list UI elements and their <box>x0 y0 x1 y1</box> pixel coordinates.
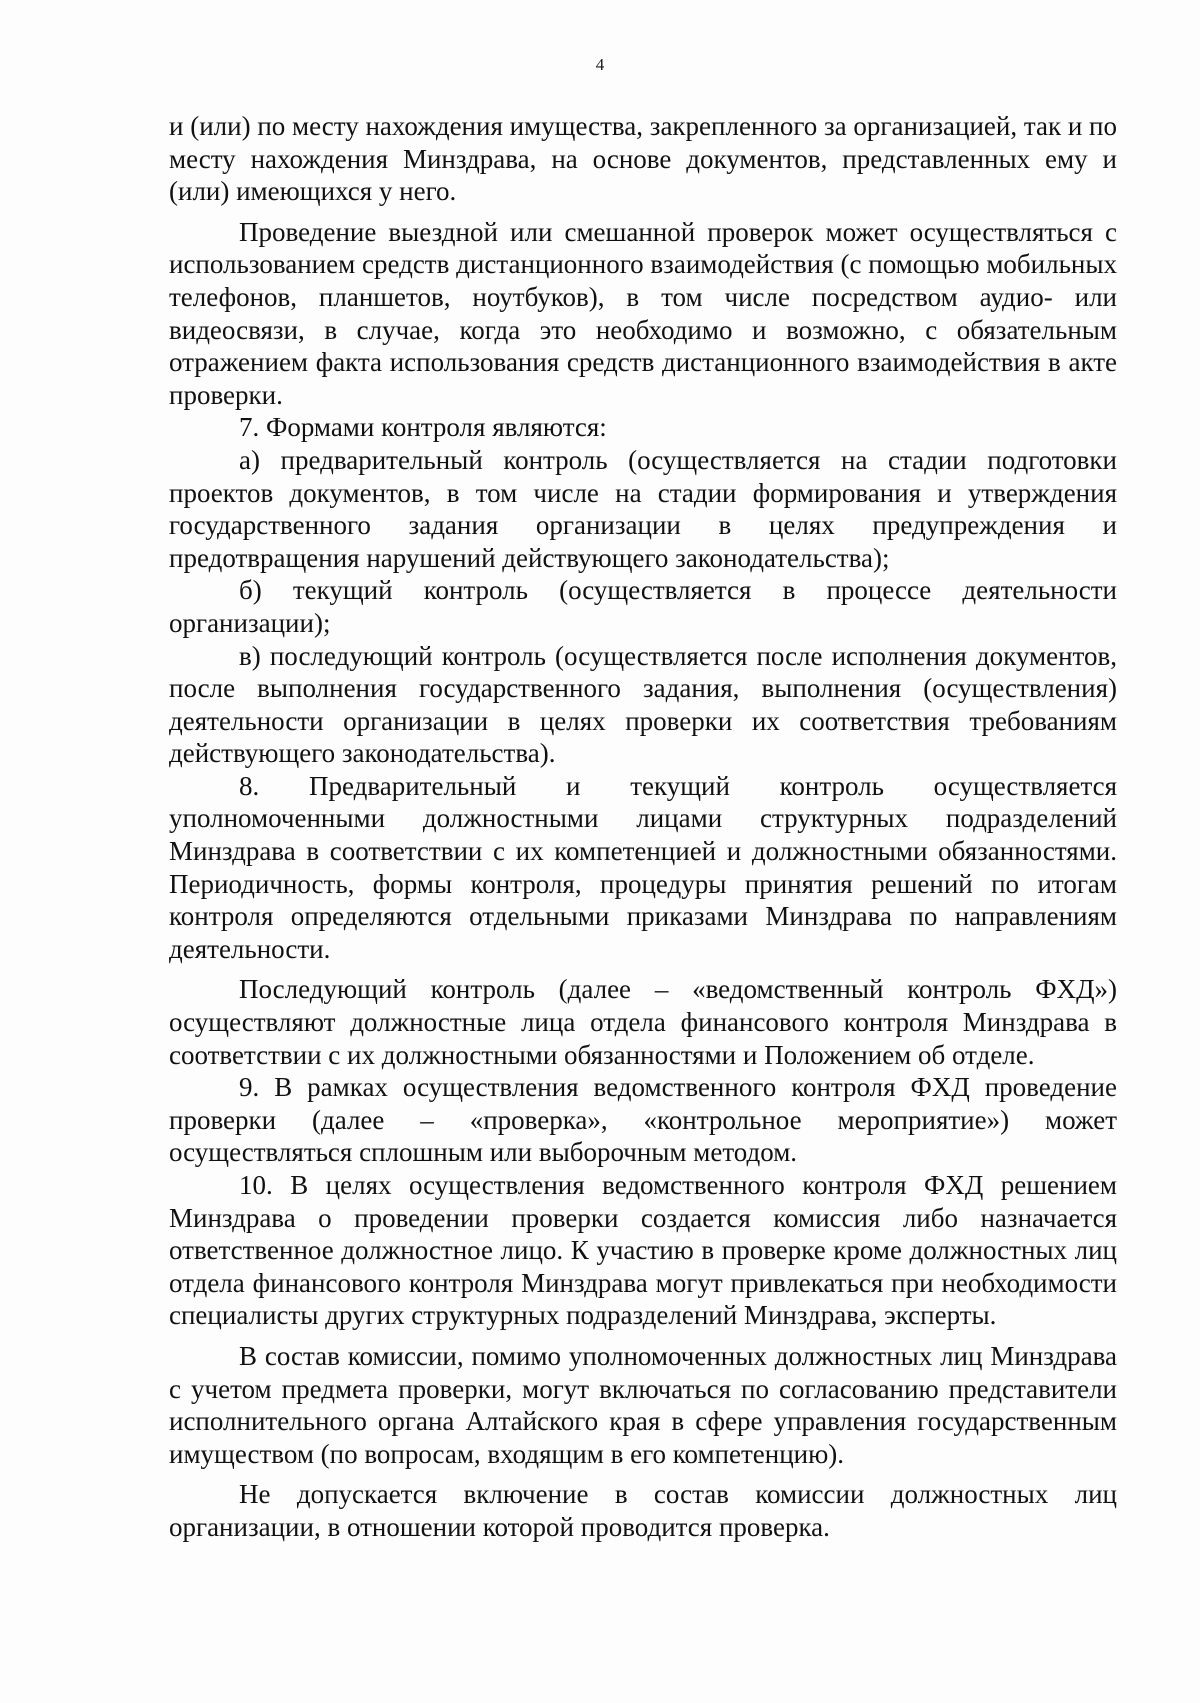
paragraph-item-9: 9. В рамках осуществления ведомственного контроля ФХД проведение проверки (далее – «проверка», «контрольное мероприятие») может осуществляться сплошным или выборочным методом. <box>169 1072 1117 1168</box>
paragraph-commission-exclusion: Не допускается включение в состав комиссии должностных лиц организации, в отношении которой проводится проверка. <box>169 1479 1117 1542</box>
paragraph-item-10: 10. В целях осуществления ведомственного контроля ФХД решением Минздрава о проведении проверки создается комиссия либо назначается ответственное должностное лицо. К участию в проверке кроме должностных лиц отдела финансового контроля Минздрава могут привлекаться при необходимости специалисты других структурных подразделений Минздрава, эксперты. <box>169 1170 1117 1331</box>
paragraph-item-8: 8. Предварительный и текущий контроль осуществляется уполномоченными должностными лицами структурных подразделений Минздрава в соответствии с их компетенцией и должностными обязанностями. Периодичность, формы контроля, процедуры принятия решений по итогам контроля определяются отдельными приказами Минздрава по направлениям деятельности. <box>169 770 1117 964</box>
paragraph-continuation: и (или) по месту нахождения имущества, закрепленного за организацией, так и по месту нахождения Минздрава, на основе документов, представленных ему и (или) имеющихся у него. <box>169 111 1117 207</box>
page-number: 4 <box>595 55 605 74</box>
paragraph-remote-inspection: Проведение выездной или смешанной проверок может осуществляться с использованием средств дистанционного взаимодействия (с помощью мобильных телефонов, планшетов, ноутбуков), в том числе посредством аудио- или видеосвязи, в случае, когда это необходимо и возможно, с обязательным отражением факта использования средств дистанционного взаимодействия в акте проверки. <box>169 216 1117 410</box>
paragraph-item-7: 7. Формами контроля являются: <box>239 412 607 443</box>
paragraph-item-7b: б) текущий контроль (осуществляется в процессе деятельности организации); <box>169 575 1117 638</box>
paragraph-commission-composition: В состав комиссии, помимо уполномоченных должностных лиц Минздрава с учетом предмета проверки, могут включаться по согласованию представители исполнительного органа Алтайского края в сфере управления государственным имуществом (по вопросам, входящим в его компетенцию). <box>169 1340 1117 1469</box>
paragraph-item-7a: а) предварительный контроль (осуществляется на стадии подготовки проектов документов, в том числе на стадии формирования и утверждения государственного задания организации в целях предупреждения и предотвращения нарушений действующего законодательства); <box>169 444 1117 573</box>
document-body <box>169 110 1117 1544</box>
paragraph-subsequent-control: Последующий контроль (далее – «ведомственный контроль ФХД») осуществляют должностные лица отдела финансового контроля Минздрава в соответствии с их должностными обязанностями и Положением об отделе. <box>169 974 1117 1070</box>
paragraph-item-7c: в) последующий контроль (осуществляется после исполнения документов, после выполнения государственного задания, выполнения (осуществления) деятельности организации в целях проверки их соответствия требованиям действующего законодательства). <box>169 640 1117 769</box>
